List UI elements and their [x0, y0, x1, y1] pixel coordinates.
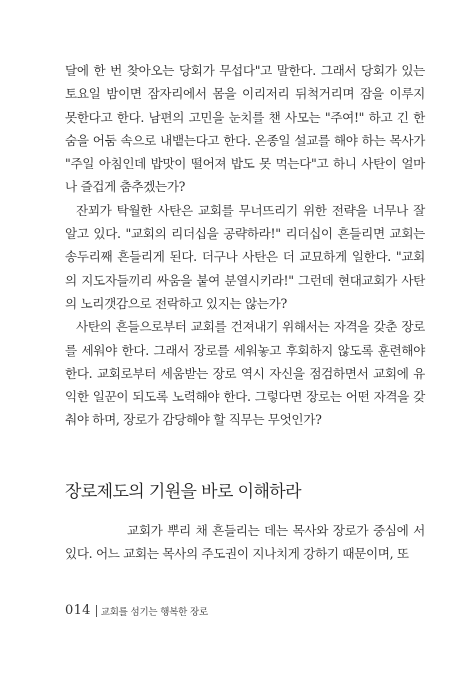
body-text-bottom	[65, 519, 425, 566]
page-number: 014	[65, 603, 91, 618]
footer-divider	[96, 605, 97, 617]
paragraph: 달에 한 번 찾아오는 당회가 무섭다"고 말한다. 그래서 당회가 있는 토요일 밤이면 잠자리에서 몸을 이리저리 뒤척거리며 잠을 이루지 못한다고 한다. 남편의 고민을 눈치를 챈 사모는 "주여!" 하고 긴 한숨을 어둠 속으로 내뱉는다고 한다. 온종일 설교를 해야 하는 목사가 "주일 아침인데 밥맛이 떨어져 밥도 못 먹는다"고 하니 사탄이 얼마나 즐겁게 춤추겠는가?	[65, 63, 425, 195]
page-footer	[65, 603, 208, 618]
body-text-top	[65, 59, 425, 432]
paragraph: 잔꾀가 탁월한 사탄은 교회를 무너뜨리기 위한 전략을 너무나 잘 알고 있다. "교회의 리더십을 공략하라!" 리더십이 흔들리면 교회는 송두리째 흔들리게 된다. 더구나 사탄은 더 교묘하게 일한다. "교회의 지도자들끼리 싸움을 붙여 분열시키라!" 그런데 현대교회가 사탄의 노리갯감으로 전락하고 있지는 않는가?	[65, 202, 425, 311]
paragraph: 교회가 뿌리 채 흔들리는 데는 목사와 장로가 중심에 서 있다. 어느 교회는 목사의 주도권이 지나치게 강하기 때문이며, 또	[65, 523, 425, 562]
running-title: 교회를 섬기는 행복한 장로	[100, 606, 208, 618]
section-title: 장로제도의 기원을 바로 이해하라	[65, 482, 301, 502]
paragraph: 사탄의 흔들으로부터 교회를 건져내기 위해서는 자격을 갖춘 장로를 세워야 한다. 그래서 장로를 세워놓고 후회하지 않도록 훈련해야 한다. 교회로부터 세움받는 장로 역시 자신을 점검하면서 교회에 유익한 일꾼이 되도록 노력해야 한다. 그렇다면 장로는 어떤 자격을 갖춰야 하며, 장로가 감당해야 할 직무는 무엇인가?	[65, 319, 425, 428]
